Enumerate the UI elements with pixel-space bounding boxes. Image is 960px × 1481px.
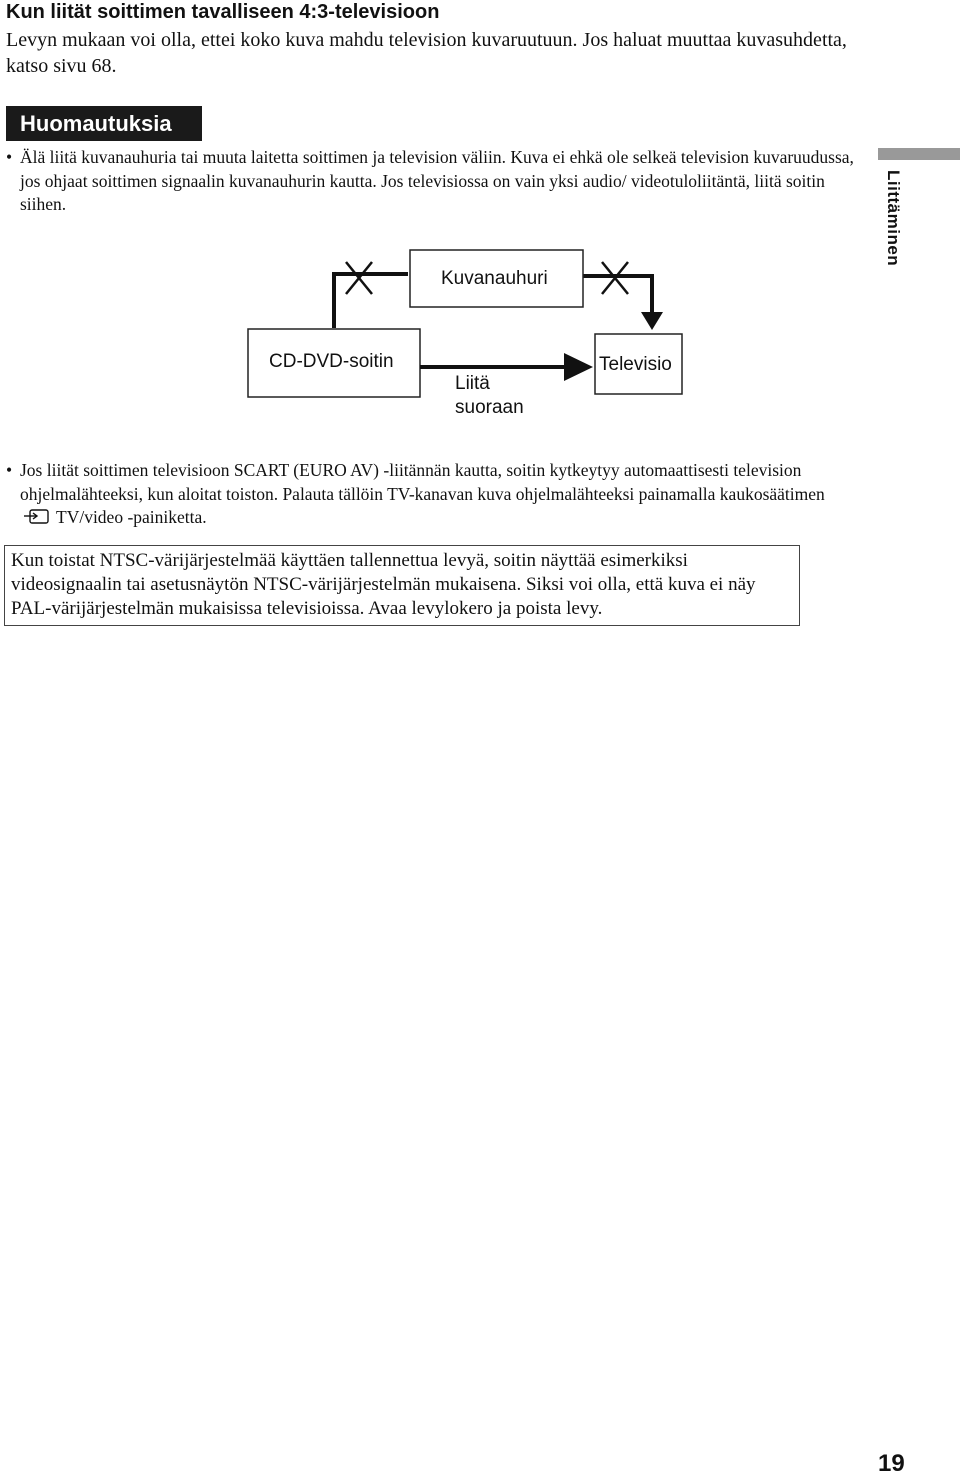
- section-tab-label: Liittäminen: [884, 170, 903, 267]
- bullet-dot: •: [6, 460, 13, 480]
- vcr-input-line: [334, 274, 408, 328]
- tv-label: Televisio: [599, 354, 672, 375]
- note-bullet-1-text: Älä liitä kuvanauhuria tai muuta laitetta soittimen ja television väliin. Kuva ei ehkä ole selkeä television kuvaruudussa, jos ohjaat soittimen signaalin kuvanauhurin kautta. Jos televisiossa on vain yksi audio/ videotuloliitäntä, liitä soitin siihen.: [20, 147, 854, 214]
- note-bullet-2-text: Jos liität soittimen televisioon SCART (EURO AV) -liitännän kautta, soitin kytkeytyy automaattisesti television ohjelmalähteeksi, kun aloitat toiston. Palauta tällöin TV-kanavan kuva ohjelmalähteeksi painamalla kaukosäätimen: [20, 460, 825, 504]
- notes-label: Huomautuksia: [6, 106, 202, 141]
- section-heading: Kun liität soittimen tavalliseen 4:3-televisioon: [6, 1, 440, 23]
- intro-paragraph: Levyn mukaan voi olla, ettei koko kuva mahdu television kuvaruutuun. Jos haluat muuttaa kuvasuhdetta, katso sivu 68.: [6, 29, 847, 77]
- direct-label-line1: Liitä: [455, 373, 490, 394]
- note-bullet-2-text-end: TV/video -painiketta.: [56, 507, 207, 527]
- connection-diagram: [0, 0, 960, 440]
- tv-video-input-icon: [24, 507, 50, 525]
- bullet-dot: •: [6, 147, 13, 167]
- vcr-output-arrowhead: [641, 312, 663, 330]
- direct-connection-arrowhead: [564, 353, 593, 381]
- note-bullet-2: [6, 459, 845, 530]
- direct-label-line2: suoraan: [455, 397, 524, 418]
- section-tab-bar: [878, 148, 960, 160]
- ntsc-notice-text: Kun toistat NTSC-värijärjestelmää käyttäen tallennettua levyä, soitin näyttää esimerkiksi videosignaalin tai asetusnäytön NTSC-värijärjestelmän mukaisena. Siksi voi olla, että kuva ei näy PAL-värijärjestelmän mukaisissa televisioissa. Avaa levylokero ja poista levy.: [11, 550, 756, 619]
- vcr-label: Kuvanauhuri: [441, 268, 548, 289]
- page-number: 19: [878, 1450, 905, 1477]
- player-label: CD-DVD-soitin: [269, 351, 394, 372]
- ntsc-notice-box: [4, 545, 800, 626]
